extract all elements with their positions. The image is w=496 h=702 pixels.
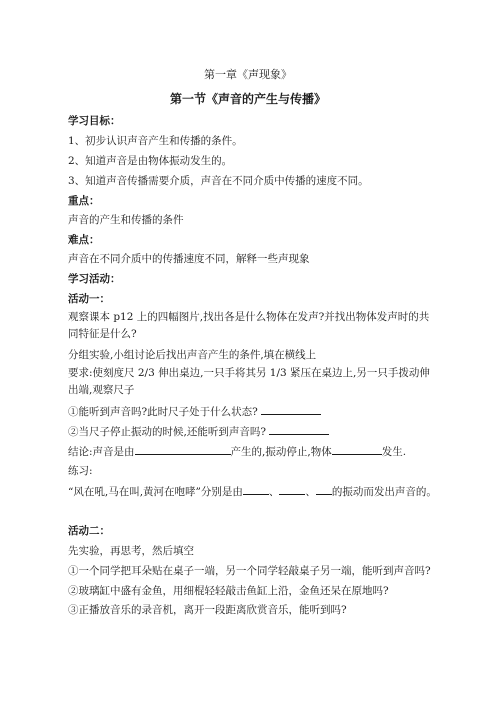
answer-blank bbox=[243, 484, 269, 495]
answer-blank bbox=[269, 424, 329, 435]
activity1-requirement: 要求:使刻度尺 2/3 伸出桌边,一只手将其另 1/3 紧压在桌边上,另一只手拨动伸出端,观察尺子 bbox=[68, 367, 430, 396]
conclusion-text: 结论:声音是由 bbox=[68, 446, 135, 458]
activity2-question-3: ③正播放音乐的录音机，离开一段距离欣赏音乐，能听到吗? bbox=[68, 604, 347, 616]
goal-item: 1、初步认识声音产生和传播的条件。 bbox=[68, 135, 243, 147]
activity1-question-1 bbox=[68, 404, 321, 419]
key-text: 声音的产生和传播的条件 bbox=[68, 214, 184, 226]
activity2-intro: 先实验，再思考，然后填空 bbox=[68, 545, 194, 557]
activity1-group: 分组实验,小组讨论后找出声音产生的条件,填在横线上 bbox=[68, 349, 317, 361]
activity2-question-2: ②玻璃缸中盛有金鱼，用细棍轻轻敲击鱼缸上沿，金鱼还呆在原地吗? bbox=[68, 585, 389, 597]
activity2-question-1: ①一个同学把耳朵贴在桌子一端，另一个同学轻敲桌子另一端，能听到声音吗? bbox=[68, 565, 431, 577]
activity1-observe: 观察课本 p12 上的四幅图片,找出各是什么物体在发声?并找出物体发声时的共同特征是什么? bbox=[68, 311, 430, 340]
answer-blank bbox=[261, 404, 321, 415]
difficulty-text: 声音在不同介质中的传播速度不同，解释一些声现象 bbox=[68, 253, 310, 265]
conclusion-text: 发生. bbox=[381, 446, 407, 458]
practice-question bbox=[68, 484, 437, 499]
activity1-conclusion bbox=[68, 444, 406, 459]
practice-text: “风在吼,马在叫,黄河在咆哮”分别是由 bbox=[68, 486, 243, 498]
question-text: ②当尺子停止振动的时候,还能听到声音吗? bbox=[68, 426, 266, 438]
goal-item: 3、知道声音传播需要介质，声音在不同介质中传播的速度不同。 bbox=[68, 175, 369, 187]
activities-heading: 学习活动： bbox=[68, 273, 121, 285]
answer-blank bbox=[279, 484, 305, 495]
separator: 、 bbox=[268, 486, 280, 498]
answer-blank bbox=[135, 444, 231, 455]
question-text: ①能听到声音吗?此时尺子处于什么状态? bbox=[68, 406, 258, 418]
answer-blank bbox=[332, 444, 382, 455]
separator: 、 bbox=[305, 486, 316, 498]
key-heading: 重点： bbox=[68, 195, 100, 207]
practice-text: 的振动而发出声音的。 bbox=[331, 486, 437, 498]
goals-heading: 学习目标： bbox=[68, 115, 121, 127]
activity1-heading: 活动一： bbox=[68, 293, 110, 305]
answer-blank bbox=[316, 484, 332, 495]
chapter-title: 第一章《声现象》 bbox=[204, 68, 292, 81]
section-title: 第一节《声音的产生与传播》 bbox=[169, 92, 326, 106]
practice-heading: 练习: bbox=[68, 465, 93, 477]
goal-item: 2、知道声音是由物体振动发生的。 bbox=[68, 155, 233, 167]
conclusion-text: 产生的,振动停止,物体 bbox=[230, 446, 332, 458]
activity2-heading: 活动二： bbox=[68, 525, 110, 537]
difficulty-heading: 难点： bbox=[68, 234, 100, 246]
activity1-question-2 bbox=[68, 424, 329, 439]
